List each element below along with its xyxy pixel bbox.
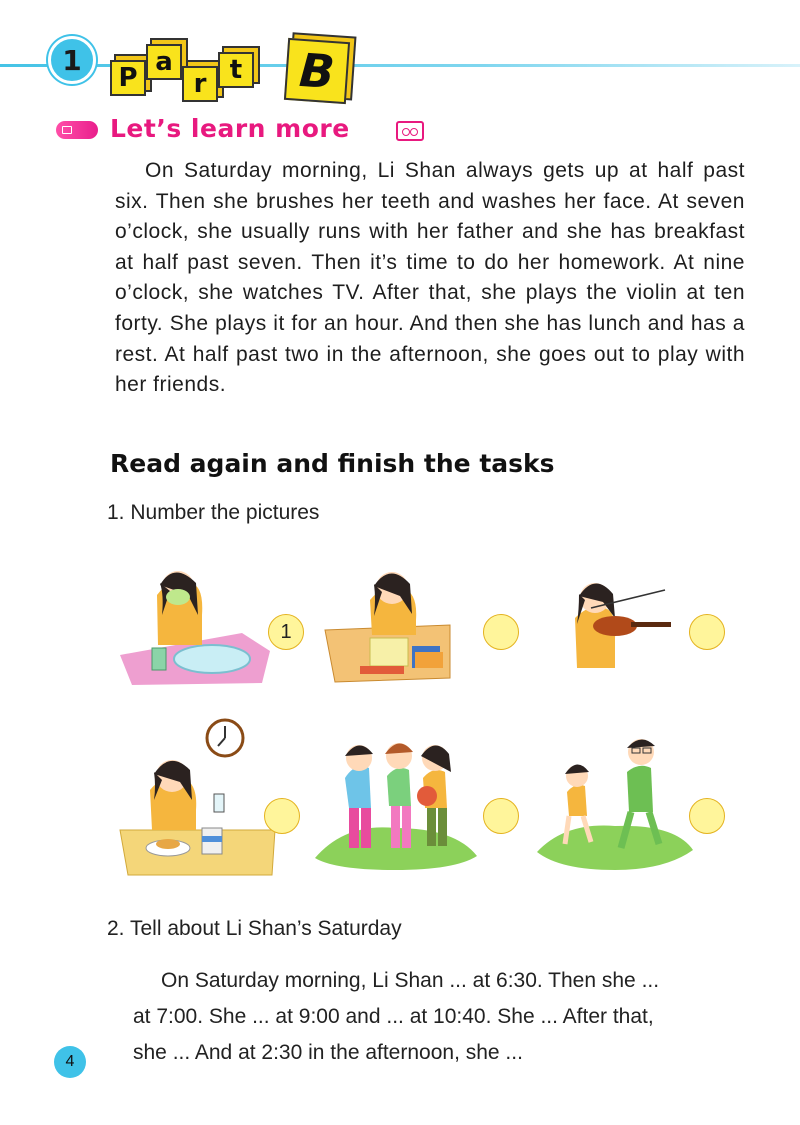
part-letter-cube: r — [182, 66, 218, 102]
picture-breakfast — [110, 720, 280, 880]
part-letter-cube: P — [110, 60, 146, 96]
picture-running — [535, 732, 695, 872]
picture-violin — [555, 568, 685, 678]
part-letter-cube: a — [146, 44, 182, 80]
tasks-heading: Read again and finish the tasks — [110, 449, 555, 478]
cassette-tape-icon[interactable] — [396, 121, 424, 141]
part-b-cube: B — [284, 38, 350, 104]
unit-number-badge: 1 — [48, 36, 96, 84]
fill-in-sentences — [133, 963, 753, 1071]
sentence-line: at 7:00. She ... at 9:00 and ... at 10:40. She ... After that, — [133, 1005, 654, 1028]
task-1-instruction: 1. Number the pictures — [107, 501, 320, 524]
part-letter-cube: t — [218, 52, 254, 88]
answer-circle[interactable] — [689, 614, 725, 650]
answer-circle[interactable] — [689, 798, 725, 834]
page-number: 4 — [54, 1046, 86, 1078]
picture-wash-face — [112, 555, 272, 695]
picture-homework — [320, 560, 470, 690]
section-marker-icon — [56, 121, 98, 139]
reading-passage: On Saturday morning, Li Shan always gets up at half past six. Then she brushes her teeth and washes her face. At seven o’clock, she usually runs with her father and she has breakfast at half past seven. Then it’s time to do her homework. At nine o’clock, she watches TV. After that, she plays the violin at ten forty. She plays it for an hour. And then she has lunch and has a rest. At half past two in the afternoon, she goes out to play with her friends. — [115, 159, 745, 397]
answer-circle[interactable] — [264, 798, 300, 834]
answer-circle[interactable] — [483, 798, 519, 834]
sentence-line: On Saturday morning, Li Shan ... at 6:30. Then she ... — [161, 969, 660, 992]
section-title: Let’s learn more — [110, 114, 350, 143]
sentence-line: she ... And at 2:30 in the afternoon, she ... — [133, 1041, 523, 1064]
answer-circle[interactable] — [483, 614, 519, 650]
task-2-instruction: 2. Tell about Li Shan’s Saturday — [107, 917, 402, 940]
picture-play-with-friends — [305, 728, 480, 873]
answer-circle[interactable]: 1 — [268, 614, 304, 650]
clock-icon — [205, 718, 245, 758]
